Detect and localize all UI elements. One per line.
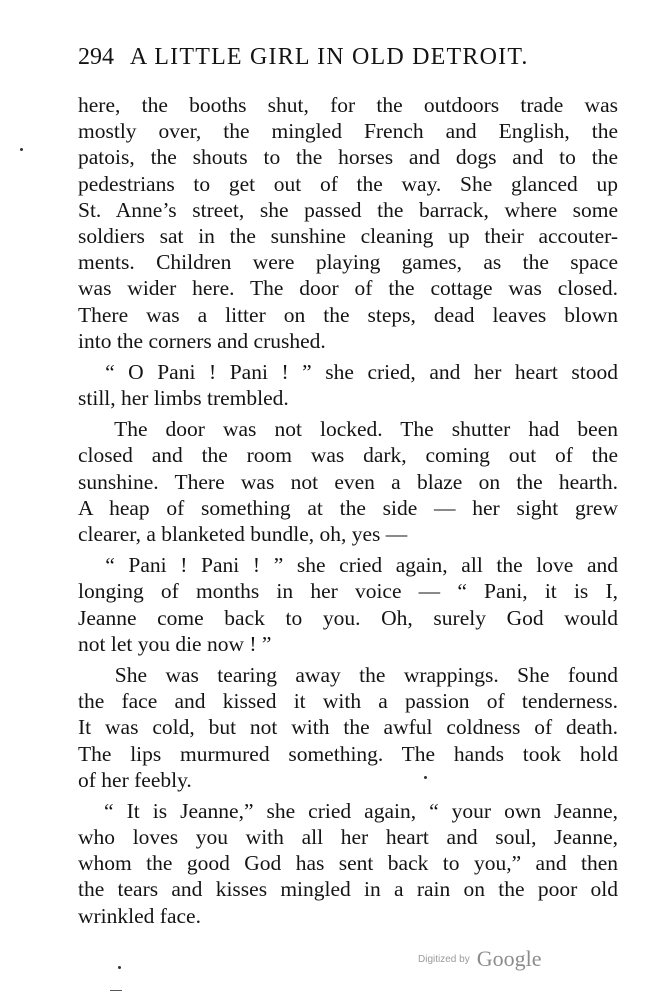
digitization-watermark xyxy=(418,946,541,972)
text-line: “ Pani ! Pani ! ” she cried again, all the love and xyxy=(78,553,618,578)
paragraph xyxy=(78,798,618,929)
text-line: The door was not locked. The shutter had been xyxy=(78,417,618,442)
text-line: whom the good God has sent back to you,” and then xyxy=(78,851,618,876)
running-header xyxy=(78,44,608,71)
paragraph xyxy=(78,92,618,354)
scan-speck xyxy=(424,776,427,779)
page-body xyxy=(78,92,618,929)
scan-mark xyxy=(110,990,122,991)
paragraph xyxy=(78,416,618,547)
text-line: Jeanne come back to you. Oh, surely God would xyxy=(78,605,618,630)
text-line: into the corners and crushed. xyxy=(78,328,326,353)
paragraph xyxy=(78,662,618,793)
watermark-brand: Google xyxy=(476,946,542,971)
scan-speck xyxy=(20,148,23,151)
text-line: here, the booths shut, for the outdoors trade was xyxy=(78,93,618,117)
text-line: of her feebly. xyxy=(78,767,192,792)
text-line: wrinkled face. xyxy=(78,903,201,928)
text-line: clearer, a blanketed bundle, oh, yes — xyxy=(78,522,408,546)
paragraph xyxy=(78,359,618,411)
text-line: It was cold, but not with the awful coldness of death. xyxy=(78,715,618,740)
paragraph xyxy=(78,552,618,657)
text-line: still, her limbs trembled. xyxy=(78,386,289,411)
text-line: St. Anne’s street, she passed the barrack, where some xyxy=(78,197,618,222)
text-line: “ It is Jeanne,” she cried again, “ your own Jeanne, xyxy=(78,798,618,823)
watermark-prefix: Digitized by xyxy=(418,953,470,965)
text-line: “ O Pani ! Pani ! ” she cried, and her heart stood xyxy=(78,359,618,384)
text-line: pedestrians to get out of the way. She glanced up xyxy=(78,171,618,196)
text-line: closed and the room was dark, coming out of the xyxy=(78,443,618,468)
text-line: mostly over, the mingled French and English, the xyxy=(78,119,618,144)
text-line: was wider here. The door of the cottage was closed. xyxy=(78,276,618,301)
text-line: the tears and kisses mingled in a rain on the poor old xyxy=(78,877,618,902)
page-number: 294 xyxy=(78,44,114,70)
text-line: A heap of something at the side — her sight grew xyxy=(78,495,618,520)
text-line: There was a litter on the steps, dead leaves blown xyxy=(78,302,618,327)
text-line: longing of months in her voice — “ Pani, it is I, xyxy=(78,579,618,604)
text-line: She was tearing away the wrappings. She found xyxy=(78,662,618,687)
running-title: A LITTLE GIRL IN OLD DETROIT. xyxy=(129,44,529,70)
scan-speck xyxy=(118,966,121,969)
text-line: ments. Children were playing games, as the space xyxy=(78,250,618,275)
text-line: The lips murmured something. The hands took hold xyxy=(78,741,618,766)
text-line: patois, the shouts to the horses and dogs and to the xyxy=(78,145,618,170)
text-line: the face and kissed it with a passion of tenderness. xyxy=(78,689,618,714)
text-line: not let you die now ! ” xyxy=(78,631,272,656)
text-line: who loves you with all her heart and soul, Jeanne, xyxy=(78,825,618,850)
text-line: soldiers sat in the sunshine cleaning up their accouter- xyxy=(78,223,618,248)
text-line: sunshine. There was not even a blaze on the hearth. xyxy=(78,469,618,494)
